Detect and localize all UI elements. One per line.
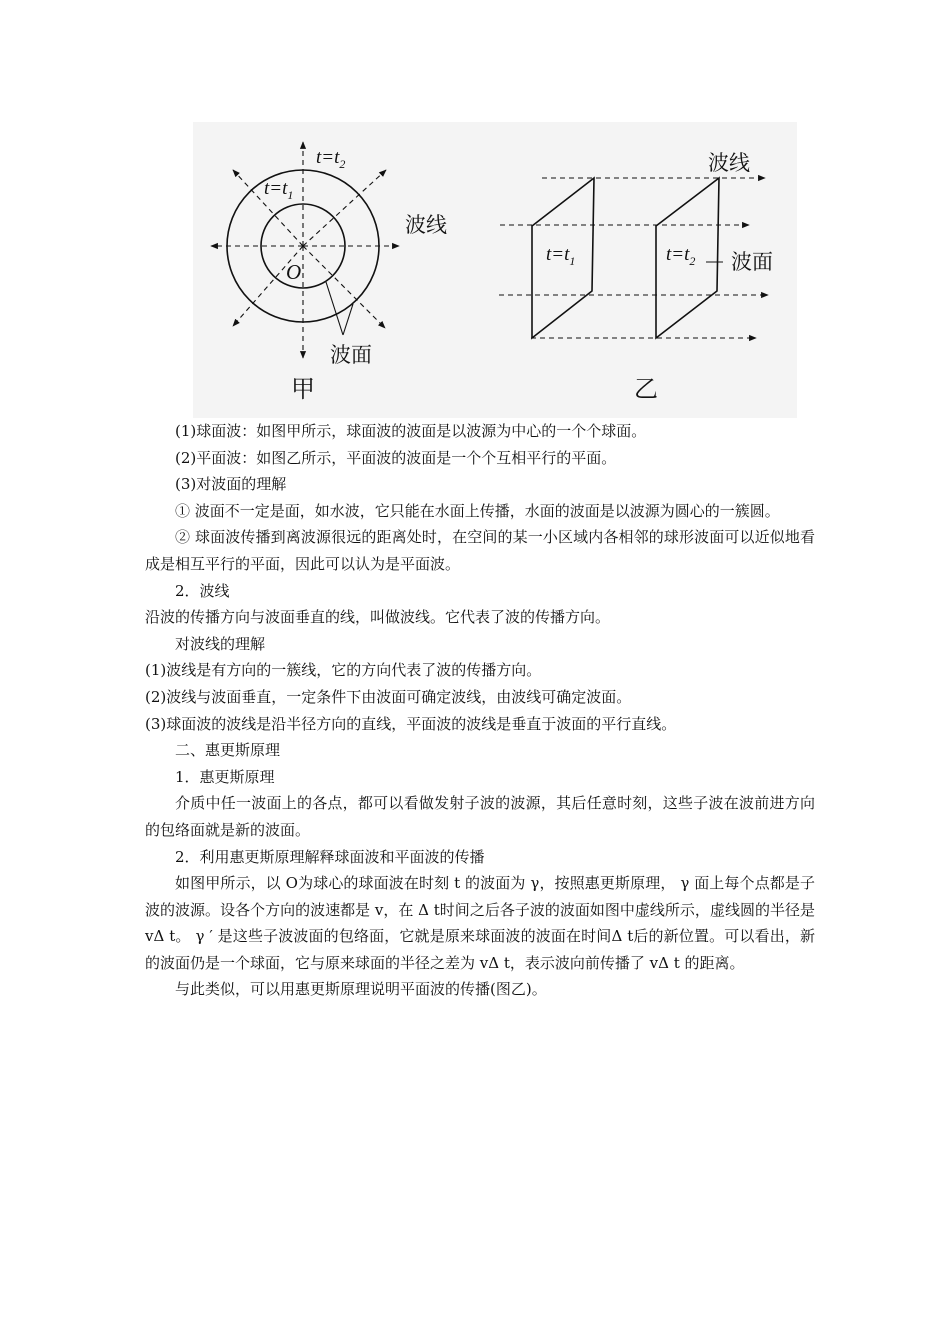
wavefront-label: 波面 xyxy=(330,343,372,367)
paragraph-wave-ray-definition: 沿波的传播方向与波面垂直的线，叫做波线。它代表了波的传播方向。 xyxy=(145,608,611,627)
paragraph-plane-wave: (2)平面波：如图乙所示，平面波的波面是一个个互相平行的平面。 xyxy=(175,448,617,467)
figure-caption-jia: 甲 xyxy=(291,375,315,403)
section-heading-huygens: 二、惠更斯原理 xyxy=(175,741,281,760)
wave-rays xyxy=(211,142,399,358)
plane-t2-label: $t=t_2$ xyxy=(666,244,696,268)
origin-label: O xyxy=(286,260,302,284)
ray-label: 波线 xyxy=(405,213,447,237)
paragraph-wave-ray-note-1: (1)波线是有方向的一簇线，它的方向代表了波的传播方向。 xyxy=(145,661,542,680)
t1-label: $t=t_1$ xyxy=(264,178,294,202)
spherical-wave-diagram xyxy=(211,142,447,403)
plane-t1-label: $t=t_1$ xyxy=(546,244,576,268)
paragraph-wavefront-heading: (3)对波面的理解 xyxy=(175,475,287,494)
paragraph-plane-wave-analogy: 与此类似，可以用惠更斯原理说明平面波的传播(图乙)。 xyxy=(175,980,547,999)
subsection-heading-huygens-principle: 1．惠更斯原理 xyxy=(175,767,275,786)
paragraph-huygens-explanation: 如图甲所示，以 O为球心的球面波在时刻 t 的波面为 γ，按照惠更斯原理， γ 面上每个点都是子波的波源。设各个方向的波速都是 v，在 Δ t时间之后各子波的波面如图中虚线所示，虚线圆的半径是 vΔ t。 γ ′ 是这些子波波面的包络面，它就是原来球面波的波面在时间Δ t后的新位置。可以看出，新的波面仍是一个球面，它与原来球面的半径之差为 vΔ t，表示波向前传播了 vΔ t 的距离。 xyxy=(145,874,815,972)
t2-label: $t=t_2$ xyxy=(316,147,346,171)
paragraph-wave-ray-note-3: (3)球面波的波线是沿半径方向的直线，平面波的波线是垂直于波面的平行直线。 xyxy=(145,714,677,733)
paragraph-huygens-principle: 介质中任一波面上的各点，都可以看做发射子波的波源，其后任意时刻，这些子波在波前进方向的包络面就是新的波面。 xyxy=(145,794,815,839)
document-body xyxy=(145,418,815,1003)
paragraph-wave-ray-heading: 对波线的理解 xyxy=(175,634,266,653)
wave-diagram xyxy=(193,122,797,418)
plane-wave-diagram xyxy=(499,151,773,403)
paragraph-spherical-wave: (1)球面波：如图甲所示，球面波的波面是以波源为中心的一个个球面。 xyxy=(175,422,647,440)
paragraph-wavefront-note-1: ① 波面不一定是面，如水波，它只能在水面上传播，水面的波面是以波源为圆心的一簇圆。 xyxy=(175,501,780,520)
subsection-heading-huygens-application: 2．利用惠更斯原理解释球面波和平面波的传播 xyxy=(175,847,485,866)
plane-wave-rays xyxy=(499,178,768,338)
section-heading-wave-ray: 2．波线 xyxy=(175,581,230,600)
plane-wavefront-label: 波面 xyxy=(731,250,773,274)
wavefront-pointer-lines xyxy=(326,282,353,335)
plane-ray-label: 波线 xyxy=(708,151,750,175)
paragraph-wave-ray-note-2: (2)波线与波面垂直，一定条件下由波面可确定波线，由波线可确定波面。 xyxy=(145,687,632,706)
wave-figure xyxy=(193,122,797,418)
paragraph-wavefront-note-2: ② 球面波传播到离波源很远的距离处时，在空间的某一小区域内各相邻的球形波面可以近似地看成是相互平行的平面，因此可以认为是平面波。 xyxy=(145,528,815,573)
figure-caption-yi: 乙 xyxy=(634,375,658,403)
